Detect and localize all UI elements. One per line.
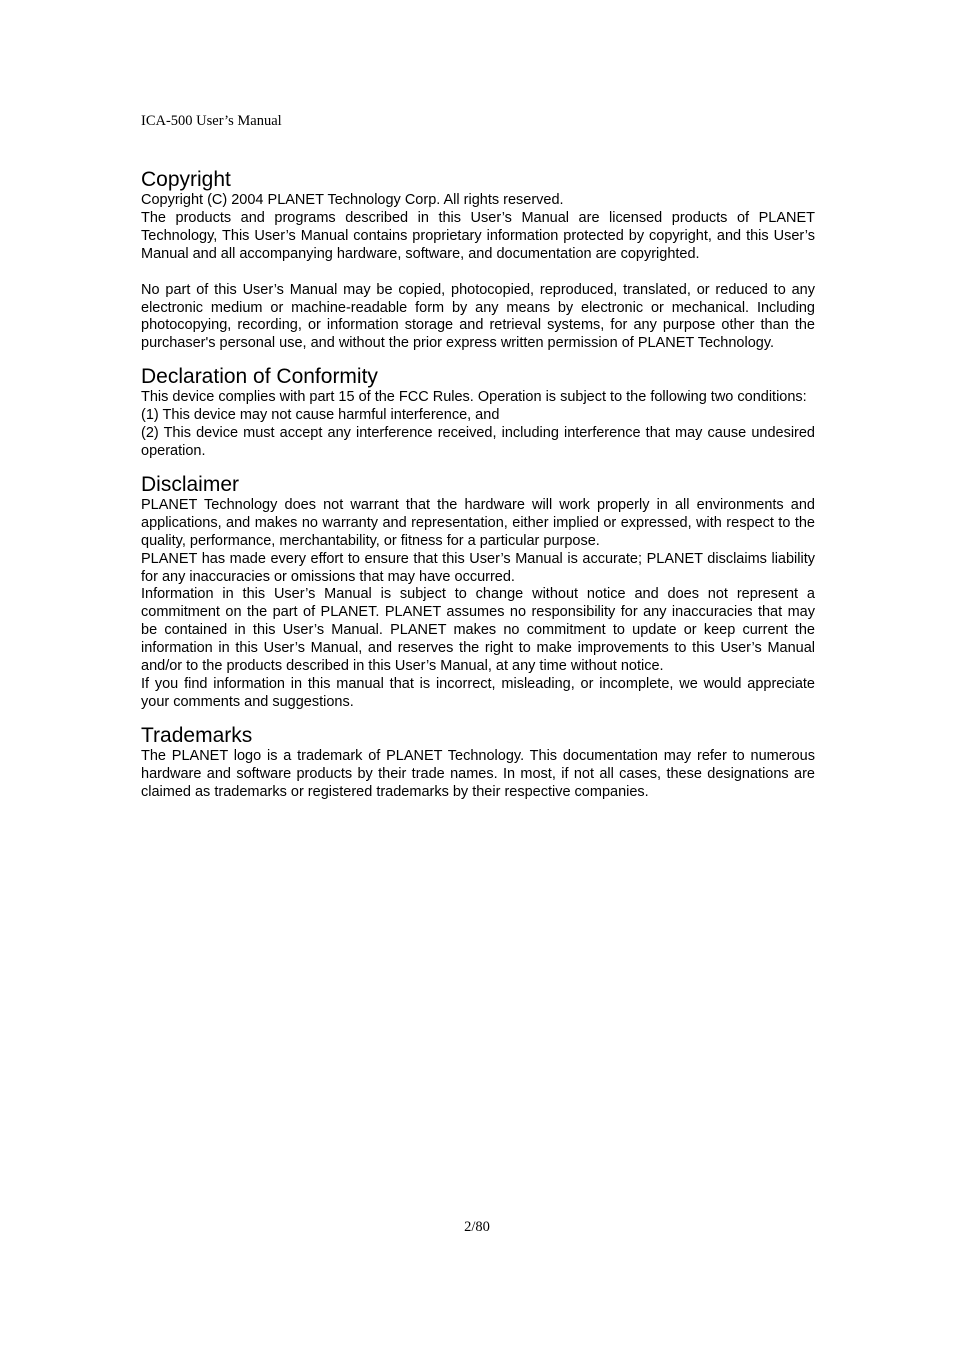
disclaimer-heading: Disclaimer [141, 472, 240, 496]
disclaimer-paragraph-accuracy: PLANET has made every effort to ensure that this User’s Manual is accurate; PLANET disclaims liability for any inaccuracies or omissions that may have occurred. [141, 550, 815, 585]
trademarks-section [141, 724, 815, 802]
running-header: ICA-500 User’s Manual [141, 113, 282, 129]
conformity-heading: Declaration of Conformity [141, 365, 378, 389]
paragraph-spacer [141, 264, 815, 282]
copyright-section [141, 168, 815, 353]
copyright-paragraph-reproduction: No part of this User’s Manual may be copied, photocopied, reproduced, translated, or reduced to any electronic medium or machine-readable form by any means by electronic or mechanical. Including photocopying, recording, or information storage and retrieval systems, for any purpose other than the purchaser's personal use, and without the prior express written permission of PLANET Technology. [141, 281, 815, 352]
conformity-section [141, 365, 815, 461]
disclaimer-paragraph-feedback: If you find information in this manual that is incorrect, misleading, or incomplete, we would appreciate your comments and suggestions. [141, 675, 815, 710]
copyright-notice: Copyright (C) 2004 PLANET Technology Corp. All rights reserved. [141, 192, 564, 208]
disclaimer-paragraph-changes: Information in this User’s Manual is subject to change without notice and does not represent a commitment on the part of PLANET. PLANET assumes no responsibility for any inaccuracies that may be contained in this User’s Manual. PLANET makes no commitment to update or keep current the information in this User’s Manual, and reserves the right to make improvements to this User’s Manual and/or to the products described in this User’s Manual, at any time without notice. [141, 586, 815, 675]
page-content [141, 168, 815, 801]
disclaimer-section [141, 473, 815, 712]
disclaimer-paragraph-warranty: PLANET Technology does not warrant that the hardware will work properly in all environments and applications, and makes no warranty and representation, either implied or expressed, with respect to the quality, performance, merchantability, or fitness for a particular purpose. [141, 496, 815, 549]
conformity-condition-2: (2) This device must accept any interference received, including interference that may cause undesired operation. [141, 425, 815, 459]
section-spacer [141, 461, 815, 473]
trademarks-heading: Trademarks [141, 723, 253, 747]
conformity-paragraph-fcc: This device complies with part 15 of the FCC Rules. Operation is subject to the following two conditions: [141, 389, 807, 406]
copyright-paragraph-licensing: The products and programs described in this User’s Manual are licensed products of PLANET Technology, This User’s Manual contains proprietary information protected by copyright, and this User’s Manual and all accompanying hardware, software, and documentation are copyrighted. [141, 209, 815, 262]
conformity-condition-1: (1) This device may not cause harmful interference, and [141, 407, 500, 424]
trademarks-paragraph: The PLANET logo is a trademark of PLANET Technology. This documentation may refer to numerous hardware and software products by their trade names. In most, if not all cases, these designations are claimed as trademarks or registered trademarks by their respective companies. [141, 747, 815, 800]
page-number: 2/80 [464, 1219, 490, 1235]
copyright-heading: Copyright [141, 168, 231, 191]
section-spacer [141, 353, 815, 365]
section-spacer [141, 712, 815, 724]
